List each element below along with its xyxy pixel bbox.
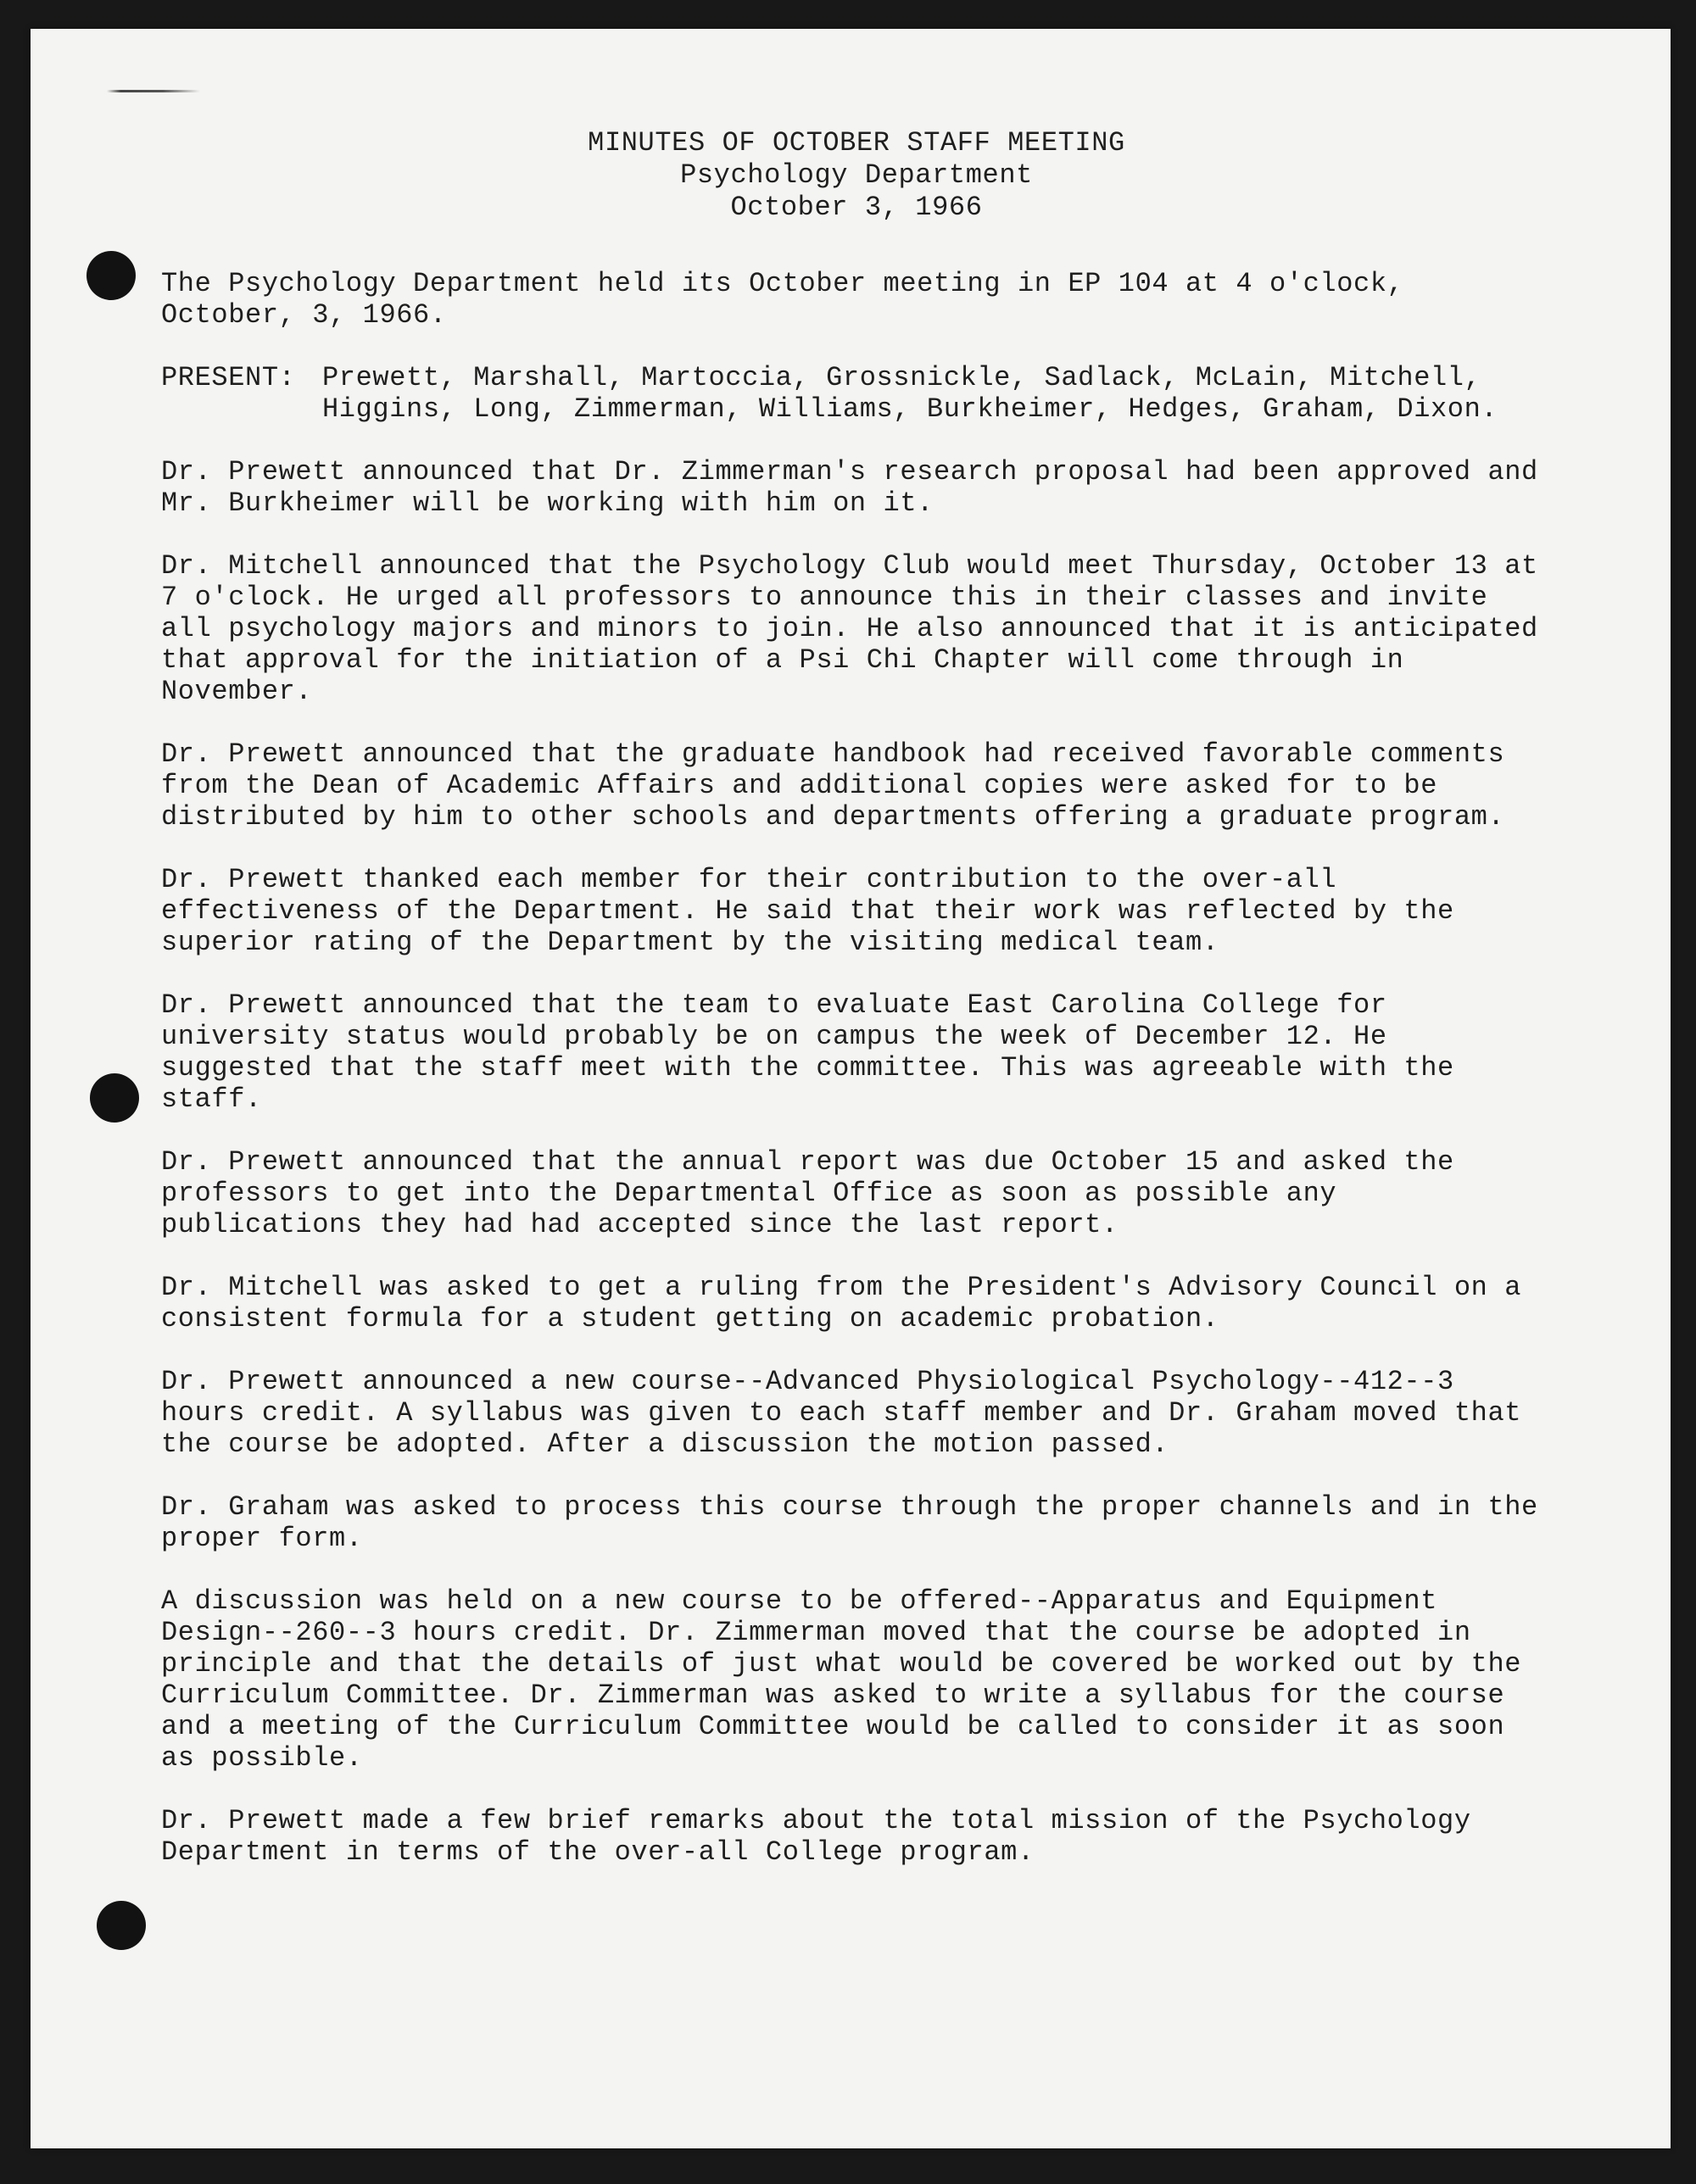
binder-hole-bottom — [97, 1901, 146, 1950]
paragraph-process-course: Dr. Graham was asked to process this course through the proper channels and in the proper form. — [161, 1491, 1555, 1554]
paragraph-thanks: Dr. Prewett thanked each member for their contribution to the over-all effectiveness of the Department. He said that their work was reflected by the superior rating of the Department by the visiting medical team. — [161, 864, 1471, 958]
attendance-list — [161, 362, 1552, 425]
minutes-document — [161, 127, 1555, 1899]
binder-hole-middle — [90, 1073, 139, 1123]
paragraph-graduate-handbook: Dr. Prewett announced that the graduate handbook had received favorable comments from the Dean of Academic Affairs and additional copies were asked for to be distributed by him to other schools and departments offering a graduate program. — [161, 738, 1522, 833]
department-name: Psychology Department — [680, 159, 1033, 191]
paragraph-annual-report: Dr. Prewett announced that the annual report was due October 15 and asked the professors to get into the Departmental Office as soon as possible any publications they had had accepted since the last report. — [161, 1146, 1471, 1240]
paragraph-psychology-club: Dr. Mitchell announced that the Psychology Club would meet Thursday, October 13 at 7 o'clock. He urged all professors to announce this in their classes and invite all psychology majors and minors to join. He also announced that it is anticipated that approval for the initiation of a Psi Chi Chapter will come through in November. — [161, 550, 1555, 707]
meeting-date: October 3, 1966 — [730, 192, 983, 223]
paragraph-mission-remarks: Dr. Prewett made a few brief remarks about the total mission of the Psychology Department in terms of the over-all College program. — [161, 1805, 1488, 1868]
document-title: MINUTES OF OCTOBER STAFF MEETING — [588, 127, 1125, 159]
present-names: Prewett, Marshall, Martoccia, Grossnickle, Sadlack, McLain, Mitchell, Higgins, Long, Zimmerman, Williams, Burkheimer, Hedges, Graham, Dixon. — [322, 362, 1498, 425]
paragraph-new-course-260: A discussion was held on a new course to be offered--Apparatus and Equipment Design--260--3 hours credit. Dr. Zimmerman moved that the course be adopted in principle and that the details of just what would be covered be worked out by the Curriculum Committee. Dr. Zimmerman was asked to write a syllabus for the course and a meeting of the Curriculum Committee would be called to consider it as soon as possible. — [161, 1585, 1538, 1774]
present-label: PRESENT: — [161, 362, 296, 393]
paragraph-zimmerman-proposal: Dr. Prewett announced that Dr. Zimmerman's research proposal had been approved and Mr. Burkheimer will be working with him on it. — [161, 456, 1555, 519]
paragraph-academic-probation: Dr. Mitchell was asked to get a ruling from the President's Advisory Council on a consistent formula for a student getting on academic probation. — [161, 1272, 1538, 1334]
paragraph-university-status: Dr. Prewett announced that the team to evaluate East Carolina College for university status would probably be on campus the week of December 12. He suggested that the staff meet with the committee. This was agreeable with the staff. — [161, 989, 1471, 1115]
paragraph-new-course-412: Dr. Prewett announced a new course--Advanced Physiological Psychology--412--3 hours credit. A syllabus was given to each staff member and Dr. Graham moved that the course be adopted. After a discussion the motion passed. — [161, 1366, 1538, 1460]
document-header — [161, 127, 1552, 224]
stray-pen-mark — [107, 90, 200, 92]
intro-paragraph: The Psychology Department held its October meeting in EP 104 at 4 o'clock, October, 3, 1966. — [161, 268, 1421, 331]
binder-hole-top — [86, 251, 136, 300]
